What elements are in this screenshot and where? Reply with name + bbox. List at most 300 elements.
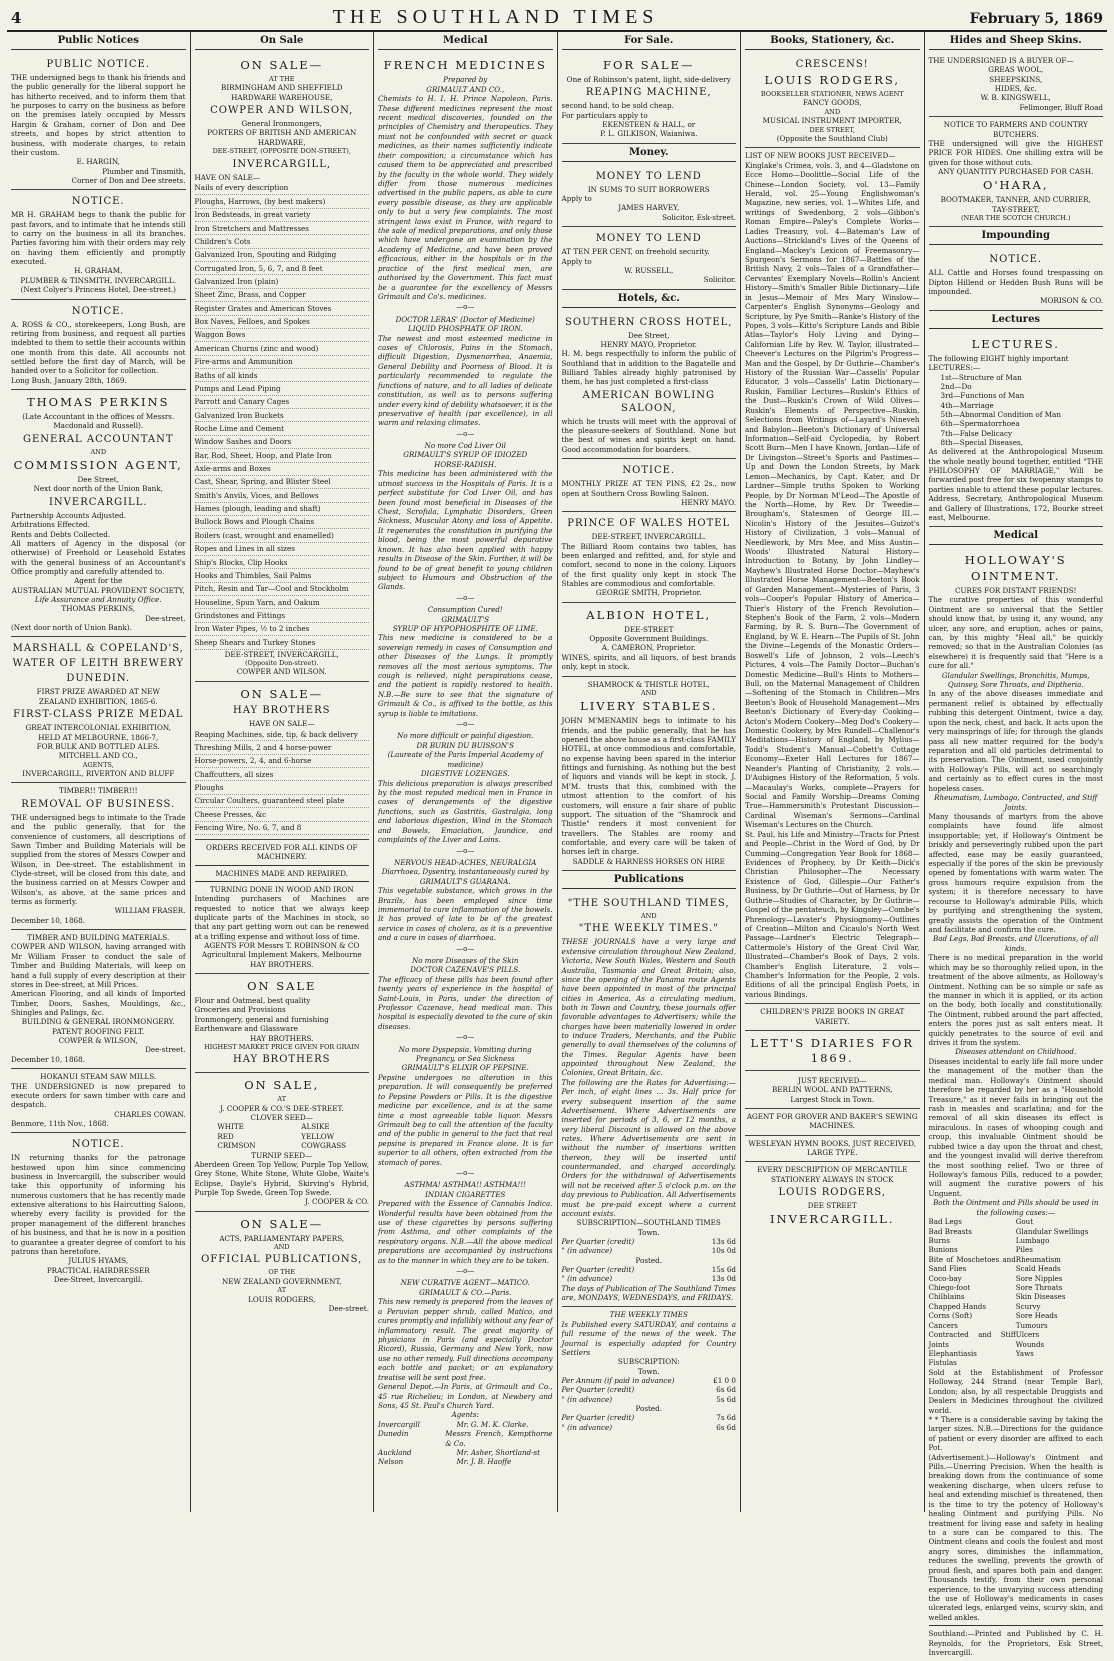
ad-line: REAPING MACHINE, bbox=[585, 87, 712, 99]
ad-line: Flour and Oatmeal, best quality bbox=[194, 996, 311, 1006]
ad-sewing: AGENT FOR GROVER AND BAKER'S SEWING MACHINES. bbox=[745, 1109, 920, 1136]
ad-line: TURNING DONE IN WOOD AND IRON bbox=[209, 884, 354, 894]
ad-line: SHEEPSKINS, bbox=[989, 74, 1043, 84]
price-row bbox=[562, 1274, 737, 1283]
ad-line: COMMISSION AGENT, bbox=[13, 458, 183, 473]
ad-title: THOMAS PERKINS bbox=[26, 395, 170, 410]
ad-perkins bbox=[11, 390, 186, 637]
list-item: Galvanized Iron Buckets bbox=[195, 409, 370, 422]
printer-imprint: Southland:—Printed and Published by C. H. Reynolds, for the Proprietors, Esk Street, Invercargill. bbox=[928, 1629, 1103, 1658]
ad-name: HAY BROTHERS bbox=[233, 1054, 331, 1066]
ad-body: THE undersigned begs to intimate to the Trade and the public generally, that for the convenience of customers, all descriptions of Sawn Timber and Building Materials will be supplied from the stores of Messrs Cowper and Wilson, in Dee-street. The establishment in Clyde-street, will be closed from this date, and the business carried on at Messrs Cowper and Wilson's, as above, at the same prices and terms as formerly. bbox=[11, 812, 186, 907]
clover-left bbox=[217, 1122, 255, 1150]
ad-reaping-machine bbox=[562, 53, 737, 144]
ad-line: No more Diseases of the Skin bbox=[412, 955, 519, 965]
price-value: 7s 6d bbox=[716, 1413, 736, 1423]
clover-item: CRIMSON bbox=[217, 1141, 256, 1151]
ad-title: NOTICE. bbox=[622, 465, 676, 477]
ad-hargin bbox=[11, 53, 186, 190]
ad-line: Solicitor. bbox=[703, 275, 736, 285]
ailment-item: Chapped Hands bbox=[928, 1301, 986, 1311]
ad-name: HAY BROTHERS. bbox=[250, 1033, 314, 1043]
lecture-item: 3rd—Functions of Man bbox=[940, 391, 1025, 401]
agent-town: Dunedin bbox=[378, 1429, 409, 1439]
ad-ross bbox=[11, 300, 186, 391]
ad-subtitle: GRIMAULT'S ELIXIR OF PEPSINE. bbox=[401, 1063, 529, 1073]
price-table bbox=[562, 1265, 737, 1284]
ad-name: HENRY MAYO. bbox=[681, 497, 736, 507]
ad-line: Partnership Accounts Adjusted. bbox=[11, 510, 126, 520]
list-item: Box Naves, Felloes, and Spokes bbox=[195, 316, 370, 329]
clover-item: YELLOW bbox=[301, 1131, 335, 1141]
ad-line: BUILDING & GENERAL IRONMONGERY. bbox=[21, 1017, 175, 1027]
ad-morison bbox=[929, 248, 1104, 310]
ad-subtitle: LIQUID PHOSPHATE OF IRON. bbox=[407, 324, 523, 334]
agents-list bbox=[378, 1420, 553, 1467]
ad-line: (Opposite Don-street). bbox=[244, 658, 319, 667]
ad-line: One of Robinson's patent, light, side-delivery bbox=[566, 74, 731, 84]
ad-hymns: WESLEYAN HYMN BOOKS, JUST RECEIVED, LARGE TYPE. bbox=[745, 1136, 920, 1163]
ad-line: OF THE bbox=[268, 1268, 296, 1277]
agent-name: Messrs French, Kempthorne & Co. bbox=[445, 1429, 553, 1448]
ad-line: General Ironmongers, bbox=[241, 119, 322, 129]
list-item: Ship's Blocks, Clip Hooks bbox=[195, 556, 370, 569]
price-label: Per Quarter (credit) bbox=[561, 1236, 635, 1246]
ad-line: Next door north of the Union Bank, bbox=[33, 484, 163, 494]
ad-line: AGENTS FOR Messrs T. ROBINSON & CO bbox=[204, 941, 360, 951]
ad-line: ACTS, PARLIAMENTARY PAPERS, bbox=[219, 1233, 345, 1243]
ad-fraser bbox=[11, 783, 186, 930]
ad-graham bbox=[11, 190, 186, 299]
ad-body: H. M. begs respectfully to inform the public of Southland that in addition to the Bagatelle and Billiard Tables already highly patronised by them, he has just completed a first-class bbox=[561, 349, 736, 387]
column-books bbox=[741, 32, 925, 1512]
lecture-item: 8th—Special Diseases, bbox=[940, 438, 1023, 448]
ad-title: LIST OF NEW BOOKS JUST RECEIVED— bbox=[745, 151, 896, 161]
ad-body: Aberdeen Green Top Yellow, Purple Top Yellow, Grey Stone, White Stone, White Globe, Waite's Eclipse, Dayle's Hybrid, Skirving's Hybrid, Purple Top Swede, Green Top Swede. bbox=[194, 1159, 369, 1197]
ad-line: NEW ZEALAND GOVERNMENT, bbox=[221, 1276, 342, 1286]
price-label: Per Quarter (credit) bbox=[561, 1265, 635, 1275]
ad-line: Apply to bbox=[561, 194, 592, 204]
ad-name: GEORGE SMITH, Proprietor. bbox=[595, 588, 702, 598]
ailment-item: Wounds bbox=[1015, 1339, 1045, 1349]
ad-title: NOTICE. bbox=[989, 254, 1043, 266]
page-number: 4 bbox=[11, 9, 22, 27]
ad-line: REMOVAL OF BUSINESS. bbox=[21, 798, 176, 810]
ad-line: HARDWARE, bbox=[257, 137, 306, 147]
ad-line: Prepared by bbox=[443, 75, 488, 85]
ad-name: O'HARA, bbox=[982, 178, 1049, 193]
ad-hokanui bbox=[11, 1069, 186, 1133]
ad-line: DEE-STREET, (OPPOSITE DON-STREET), bbox=[212, 147, 351, 156]
ad-line: AND bbox=[90, 447, 107, 456]
ailment-item: Chilblains bbox=[928, 1292, 965, 1302]
ad-date: December 10, 1868. bbox=[11, 915, 85, 925]
price-row bbox=[562, 1237, 737, 1246]
column-header: Books, Stationery, &c. bbox=[745, 32, 920, 50]
ad-line: Dee-Street, Invercargill. bbox=[53, 1274, 143, 1284]
ad-body: There is no medical preparation in the world which may be so thoroughly relied upon, in the treatment of the above ailments, as Holloway's Ointment. Nothing can be so simple or safe as the manner in which it is applied, or its action on the body, both locally and constitutionally. The Ointment, rubbed around the part affected, enters the pores just as salt enters meat. It quickly penetrates to the source of evil and drives it from the system. bbox=[928, 953, 1103, 1048]
price-value: 15s 6d bbox=[711, 1265, 736, 1275]
ad-title: FOR SALE— bbox=[603, 58, 695, 72]
ad-line: HARDWARE WAREHOUSE, bbox=[231, 92, 333, 102]
list-item: Pumps and Lead Piping bbox=[195, 382, 370, 395]
ailment-item: Fistulas bbox=[928, 1358, 957, 1368]
ad-grimault bbox=[378, 53, 553, 1471]
list-item: Baths of all kinds bbox=[195, 369, 370, 382]
ad-subtitle: GRIMAULT'S bbox=[441, 614, 490, 624]
ad-line: EKENSTEEN & HALL, or bbox=[602, 120, 696, 130]
price-row bbox=[562, 1385, 737, 1394]
price-row bbox=[562, 1413, 737, 1422]
ad-line: Town. bbox=[637, 1366, 660, 1376]
ad-body: MONTHLY PRIZE AT TEN PINS, £2 2s., now open at Southern Cross Bowling Saloon. bbox=[561, 479, 736, 498]
clover-right bbox=[301, 1122, 346, 1150]
ad-title: "THE SOUTHLAND TIMES, bbox=[567, 898, 730, 910]
ad-line: FIRST-CLASS PRIZE MEDAL bbox=[13, 709, 184, 721]
ad-line: No more Dyspepsia, Vomiting during Pregnancy, or Sea Sickness bbox=[398, 1044, 532, 1064]
ad-title: NOTICE TO FARMERS AND COUNTRY BUTCHERS. bbox=[943, 120, 1088, 139]
ad-line: DUNEDIN. bbox=[66, 673, 131, 685]
ad-body: JOHN M'MENAMIN begs to intimate to his friends, and the public generally, that he has opened the above house as a first-class FAMILY HOTEL, at once commodious and comfortable, no expense having been spared in the interior fittings and furnishing. As nothing but the best of liquors and viands will be kept in stock, J. M'M. trusts that this, combined with the utmost attention to the comfort of his customers, will ensure a fair share of public support. The situation of the "Shamrock and Thistle" renders it most convenient for travellers. The Stables are roomy and comfortable, and every care will be taken of horses left in charge. bbox=[561, 716, 736, 857]
ad-rodgers-acts bbox=[195, 1212, 370, 1318]
ad-body: As delivered at the Anthropological Museum the whole neatly bound together, entitled "THE PHILOSOPHY OF MARRIAGE," Will be forwarded post free for six twopenny stamps to parties unable to attend these popular lectures. Address, Secretary, Anthropological Museum and Gallery of Illustrations, 172, Bourke street east, Melbourne. bbox=[928, 447, 1103, 522]
ad-line: AT TEN PER CENT, on freehold security. bbox=[561, 247, 710, 257]
ad-line: (Laureate of the Paris Imperial Academy of medicine) bbox=[387, 750, 543, 769]
ad-name: HAY BROTHERS. bbox=[250, 959, 314, 969]
ad-title: ON SALE, bbox=[244, 1078, 320, 1093]
agent-row bbox=[378, 1448, 553, 1457]
ad-line: COWPER AND WILSON, bbox=[210, 105, 354, 117]
ad-line: No more difficult or painful digestion. bbox=[397, 731, 534, 741]
agent-row bbox=[378, 1429, 553, 1448]
ad-line: Earthenware and Glassware bbox=[194, 1024, 298, 1034]
price-value: 5s 6d bbox=[716, 1394, 736, 1404]
ad-line: Agent for the bbox=[74, 576, 123, 586]
section-header: Lectures bbox=[929, 311, 1104, 329]
section-header: Money. bbox=[562, 144, 737, 162]
ad-line: DEE-STREET, INVERCARGILL, bbox=[224, 649, 339, 659]
ad-line: (Next Colyer's Princess Hotel, Dee-street.) bbox=[20, 285, 176, 295]
ad-title: TIMBER!! TIMBER!!! bbox=[58, 786, 138, 796]
section-header: Medical bbox=[929, 527, 1104, 545]
ad-subtitle: CURES FOR DISTANT FRIENDS! bbox=[955, 585, 1077, 595]
separator: —o— bbox=[456, 720, 475, 729]
list-item: Ropes and Lines in all sizes bbox=[195, 543, 370, 556]
list-item: Corrugated Iron, 5, 6, 7, and 8 feet bbox=[195, 262, 370, 275]
ad-line: No more Cod Liver Oil bbox=[424, 441, 506, 451]
ad-line: HELD AT MELBOURNE, 1866-7, bbox=[38, 732, 159, 742]
ad-line: SADDLE & HARNESS HORSES ON HIRE bbox=[572, 856, 725, 866]
ad-line: MITCHELL AND CO., bbox=[58, 751, 138, 761]
ad-line: P. L. GILKISON, Waianiwa. bbox=[600, 129, 698, 139]
lecture-item: 2nd—Do bbox=[940, 381, 972, 391]
ad-line: INVERCARGILL. bbox=[48, 496, 148, 508]
ad-body: Pepsine undergoes no alteration in this preparation. It will consequently be preferred to Pepsine Powders or Pills. It is the digestive medicine par excellence, and is at the same time a most agreeable table liquor. Messrs Grimault beg to call the attention of the faculty and of the public in general to the fact that real pepsine is prepared in France alone. It is far superior to all others, often extracted from the stomach of pores. bbox=[378, 1072, 553, 1167]
ad-name: COWPER AND WILSON. bbox=[236, 667, 327, 677]
ad-title: NOTICE. bbox=[71, 305, 125, 317]
ailment-list-right bbox=[1016, 1217, 1103, 1368]
price-row bbox=[562, 1265, 737, 1274]
ad-line: Life Assurance and Annuity Office. bbox=[34, 595, 162, 605]
clover-table bbox=[195, 1122, 370, 1150]
ad-body: This new medicine is considered to be a sovereign remedy in cases of Consumption and other Diseases of the Lungs. It promptly removes all the most serious symptoms. The cough is relieved, night perspirations cease, and the patient is rapidly restored to health. N.B.—Be sure to see that the signature of Grimault & Co., is affixed to the bottle, as this syrup is liable to imitations. bbox=[378, 633, 553, 718]
ad-body: Intending purchasers of Machines are requested to notice that we always keep duplicate parts of the Machines in stock, so that any part getting worn out can be renewed at a trifling expense and without loss of time. bbox=[194, 894, 369, 941]
ad-line: HIDES, &c. bbox=[994, 84, 1037, 94]
agent-town: Nelson bbox=[378, 1457, 404, 1467]
ad-line: HENRY MAYO, Proprietor. bbox=[600, 339, 697, 349]
list-item: Galvanized Iron, Spouting and Ridging bbox=[195, 249, 370, 262]
list-item: Pitch, Resin and Tar—Cool and Stockholm bbox=[195, 583, 370, 596]
ad-line: PRACTICAL HAIRDRESSER bbox=[46, 1265, 150, 1275]
list-item: Ploughs, Harrows, (by best makers) bbox=[195, 195, 370, 208]
ad-line: WATER OF LEITH BREWERY bbox=[12, 658, 184, 670]
ad-line: HAVE ON SALE— bbox=[194, 172, 261, 182]
ad-body: A. ROSS & CO., storekeepers, Long Bush, are retiring from business, and request all parties indebted to them to settle their accounts within one month from this date. All accounts not settled before the first day of March, will be handed over to a Solicitor for collection. bbox=[11, 319, 186, 376]
ad-title: TIMBER AND BUILDING MATERIALS. bbox=[27, 933, 170, 943]
ad-name: JULIUS HYAMS, bbox=[68, 1256, 129, 1266]
ad-line: Rents and Debts Collected. bbox=[11, 529, 111, 539]
ad-line: Corner of Don and Dee streets. bbox=[71, 175, 186, 185]
ad-line: BERLIN WOOL AND PATTERNS, bbox=[772, 1085, 893, 1095]
list-item: Fencing Wire, No. 6, 7, and 8 bbox=[195, 822, 370, 835]
ad-line: second hand, to be sold cheap. bbox=[561, 101, 674, 111]
ad-line: Town. bbox=[637, 1227, 660, 1237]
ad-body: IN returning thanks for the patronage bestowed upon him since commencing business in Invercargill, the subscriber would take this opportunity of informing his numerous customers that he has recently made extensive alterations to his Haircutting Saloon, whereby every facility is provided for the proper management of the different branches of his business, and that he is now in a position to guarantee a greater degree of comfort to his patrons than heretofore. bbox=[11, 1153, 186, 1256]
list-item: Bar, Rod, Sheet, Hoop, and Plate Iron bbox=[195, 449, 370, 462]
ad-subtitle: Diseases attendant on Childhood. bbox=[955, 1047, 1077, 1057]
separator: —o— bbox=[456, 593, 475, 602]
ad-body: This vegetable substance, which grows in the Brazils, has been employed since time immemorial to cure inflammation of the bowels. It has proved of late to be of the greatest service in cases of cholera, as it is a preventive and a cure in cases of diarrhoea. bbox=[378, 886, 553, 943]
ad-line: DEE-STREET bbox=[624, 624, 674, 634]
ad-name: MORISON & CO. bbox=[1040, 296, 1103, 306]
ad-subtitle: DIGESTIVE LOZENGES. bbox=[420, 769, 510, 779]
ad-body: THE undersigned will give the HIGHEST PRICE FOR HIDES. One shilling extra will be given for those without cuts. bbox=[928, 138, 1103, 167]
ad-subtitle: Bad Legs, Bad Breasts, and Ulcerations, of all kinds. bbox=[933, 934, 1099, 953]
ad-line: AND bbox=[824, 107, 841, 116]
ad-line: BOOKSELLER STATIONER, NEWS AGENT bbox=[760, 89, 904, 98]
ad-line: BIRMINGHAM AND SHEFFIELD bbox=[221, 83, 343, 93]
ad-body: Sold at the Establishment of Professor Holloway, 244 Strand (near Temple Bar), London; also, by all respectable Druggists and Dealers in Medicines throughout the civilized world. bbox=[928, 1367, 1103, 1415]
clover-item: WHITE bbox=[217, 1122, 244, 1132]
ad-body: THESE JOURNALS have a very large and extensive circulation throughout New Zealand, Victoria, New South Wales, Western and South Australia, Tasmania and Great Britain; also, since the opening of the Panama route Agents have been appointed in most of the principal cities in America. As a circulating medium, both in Town and Country, these journals offer favorable advantages to Advertisers; while the charges have been materially lowered in order to induce Traders, Merchants, and the Public generally to avail themselves of the columns of the Times. Regular Agents have been appointed throughout New Zealand, the Colonies, Great Britain, &c. bbox=[561, 937, 736, 1078]
columns bbox=[7, 32, 1107, 1658]
ad-line: AND bbox=[640, 688, 657, 697]
ad-subtitle: SYRUP OF HYPOPHOSPHITE OF LIME. bbox=[392, 623, 538, 633]
ad-title: ON SALE— bbox=[240, 686, 324, 701]
list-item: Fire-arms and Ammunition bbox=[195, 356, 370, 369]
ad-name: LOUIS RODGERS, bbox=[248, 1294, 316, 1304]
ad-body: Prepared with the Essence of Cannabis Indica. Wonderful results have been obtained from the use of these cigarettes by persons suffering from Asthma, and other complaints of the respiratory organs. N.B.—All the above medical preparations are accompanied by instructions as to the manner in which they are to be taken. bbox=[378, 1199, 553, 1265]
ad-line: Posted. bbox=[635, 1404, 663, 1414]
price-label: Per Annum (if paid in advance) bbox=[561, 1375, 675, 1385]
ailment-item: Lumbago bbox=[1015, 1235, 1050, 1245]
column-on-sale bbox=[191, 32, 375, 1512]
ad-body: (Advertisement.)—Holloway's Ointment and Pills.—Unerring Precision. When the health is breaking down from the continuance of some weakening discharge, when ulcers refuse to heal and extending mischief is threatened, then is the time to try the potency of Holloway's healing Ointment and purifying Pills. No treatment for living ease and safety in healing to a sure can be compared to this. The Ointment cleans and cools the foulest and most angry sores, diminishes the inflammation, reduces the swelling, prevents the growth of proud flesh, and spares both pain and danger. Thousands testify, from their own personal experience, to the unvarying success attending the use of Holloway's medicaments in cases ulcerated legs, enlarged veins, scurvy skin, and welled ankles. bbox=[928, 1452, 1103, 1622]
ad-body: which he trusts will meet with the approval of the pleasure-seekers of Southland. None but the best of wines and spirits kept on hand. Good accommodation for boarders. bbox=[561, 416, 736, 454]
list-item: Hames (plough, leading and shaft) bbox=[195, 503, 370, 516]
ad-line: SUBSCRIPTION—SOUTHLAND TIMES bbox=[576, 1218, 721, 1228]
ad-line: (Opposite the Southland Club) bbox=[776, 133, 888, 143]
ad-line: Posted. bbox=[635, 1255, 663, 1265]
ad-name: A. CAMERON, Proprietor. bbox=[601, 643, 696, 653]
ad-line: Dee-street. bbox=[145, 613, 186, 623]
ad-line: "THE WEEKLY TIMES." bbox=[578, 923, 719, 935]
ad-name: JAMES HARVEY, bbox=[618, 203, 680, 213]
ad-line: OFFICIAL PUBLICATIONS, bbox=[201, 1254, 363, 1266]
list-item: Chaffcutters, all sizes bbox=[195, 768, 370, 781]
ad-body: The curative properties of this wonderful Ointment are so universal that the Settler should know that, by using it, any wound, any ulcer, any sore, and eruption, aches or pains, can, by this mighty "Heal all," be quickly removed; so that in the Australian Colonies (as elsewhere) it is frequently said that "Here is a cure for all." bbox=[928, 595, 1103, 671]
ad-body: THE UNDERSIGNED is now prepared to execute orders for sawn timber with care and despatch. bbox=[11, 1081, 186, 1110]
separator: —o— bbox=[456, 944, 475, 953]
ad-book-list bbox=[745, 148, 920, 1004]
price-label: " (in advance) bbox=[561, 1246, 613, 1256]
ad-title: SOUTHERN CROSS HOTEL, bbox=[565, 316, 733, 328]
lecture-item: 7th—False Delicacy bbox=[940, 428, 1013, 438]
ad-line: The following EIGHT highly important LECTURES:— bbox=[928, 353, 1069, 373]
ailment-item: Sore Throats bbox=[1015, 1283, 1063, 1293]
item-list bbox=[195, 182, 370, 650]
ad-subtitle: HORSE-RADISH. bbox=[434, 459, 497, 469]
list-item: Boilers (cast, wrought and enamelled) bbox=[195, 529, 370, 542]
ad-line: MUSICAL INSTRUMENT IMPORTER, bbox=[762, 116, 902, 126]
ad-body: American Flooring, and all kinds of Imported Timber, Doors, Sashes, Mouldings, &c., Shingles and Palings, &c. bbox=[11, 989, 186, 1017]
ad-hay-brothers bbox=[195, 682, 370, 840]
ad-line: IN SUMS TO SUIT BORROWERS bbox=[587, 184, 710, 194]
agent-row bbox=[378, 1457, 553, 1466]
ad-subtitle: DOCTOR CAZENAVE'S PILLS. bbox=[410, 965, 521, 975]
list-item: Reaping Machines, side, tip, & back delivery bbox=[195, 728, 370, 741]
ad-title: PRINCE OF WALES HOTEL bbox=[567, 518, 731, 530]
ad-name: W. B. KINGSWELL, bbox=[980, 93, 1051, 103]
ad-line: TAY-STREET, bbox=[992, 204, 1040, 214]
ad-line: (Next door north of Union Bank). bbox=[11, 623, 132, 633]
ailment-item: Gout bbox=[1015, 1217, 1034, 1227]
ad-line: AMERICAN BOWLING SALOON, bbox=[582, 389, 715, 414]
ad-line: DEE-STREET, INVERCARGILL. bbox=[591, 532, 706, 542]
ad-name: J. COOPER & CO. bbox=[305, 1197, 369, 1207]
ad-subtitle: GRIMAULT'S GUARANA. bbox=[419, 876, 511, 886]
ailment-item: Contracted and Stiff Joints bbox=[928, 1330, 1016, 1349]
ad-berlin-wool bbox=[745, 1073, 920, 1109]
price-table bbox=[562, 1413, 737, 1432]
ad-body: St. Paul, his Life and Ministry—Tracts for Priest and People—Christ in the Word of God, by Dr Cumming—Congregation Year Book for 1868—Evidences of Prophecy, by Dr Keith—Dick's Christian Philosopher—The Necessary Existence of God, Gillespie—Our Father's Business, by Dr Guthrie—Out of Harness, by Dr Guthrie—Studies of Character, by Dr Guthrie—Gospel of the pentateuch, by Kingsley—Combe's Phrenology—Lavater's Physiognomy—Outlines of Creation—Milton and Cicaulo's North West Passage—Lardner's Electric Telegraph—Cattermole's History of the Great Civil War, Illustrated—Chamber's Book of Days, 2 vols. Chamber's English Literature, 2 vols—Chamber's Information for the People, 2 vols. Editions of all the principal English Poets, in various Bindings. bbox=[745, 829, 920, 999]
ad-prince-of-wales bbox=[562, 512, 737, 603]
ailment-item: Coco-bay bbox=[928, 1273, 962, 1283]
ad-line: INVERCARGILL, bbox=[232, 158, 332, 170]
ad-line: Dee-street. bbox=[328, 1304, 369, 1314]
price-row bbox=[562, 1246, 737, 1255]
ailment-item: Yaws bbox=[1015, 1348, 1034, 1358]
ad-title: ON SALE— bbox=[240, 1216, 324, 1231]
ad-line: MACHINES MADE AND REPAIRED. bbox=[215, 868, 349, 878]
ad-name: CHARLES COWAN. bbox=[114, 1109, 186, 1119]
ad-cooper-seeds bbox=[195, 1073, 370, 1211]
separator: —o— bbox=[456, 846, 475, 855]
ad-southern-cross bbox=[562, 311, 737, 460]
list-item: Iron Water Pipes, ½ to 2 inches bbox=[195, 623, 370, 636]
newspaper-page bbox=[7, 6, 1107, 1658]
ad-line: AGENTS, bbox=[82, 760, 114, 769]
ad-albion bbox=[562, 603, 737, 677]
ad-title: MARSHALL & COPELAND'S, bbox=[12, 643, 184, 655]
ad-southland-times bbox=[562, 892, 737, 1307]
lecture-list bbox=[929, 373, 1104, 448]
ad-line: Largest Stock in Town. bbox=[790, 1094, 875, 1104]
ad-name: LOUIS RODGERS, bbox=[764, 73, 900, 87]
price-value: £1 0 0 bbox=[713, 1375, 736, 1385]
lecture-item: 4th—Marriage bbox=[940, 400, 994, 410]
column-header: On Sale bbox=[195, 32, 370, 50]
ad-line: AT THE bbox=[269, 74, 295, 83]
ad-date: Benmore, 11th Nov., 1868. bbox=[11, 1118, 109, 1128]
ad-line: EVERY DESCRIPTION OF MERCANTILE STATIONERY ALWAYS IN STOCK bbox=[757, 1165, 908, 1184]
ad-line: BOOTMAKER, TANNER, AND CURRIER, bbox=[940, 195, 1091, 205]
agent-name: Mr. J. B. Haoffe bbox=[456, 1457, 512, 1467]
column-header: Medical bbox=[378, 32, 553, 50]
ad-line: (Late Accountant in the offices of Messrs. Macdonald and Russell). bbox=[22, 412, 175, 431]
column-header: Public Notices bbox=[11, 32, 186, 50]
ailment-item: Scurvy bbox=[1015, 1301, 1041, 1311]
column-public-notices bbox=[7, 32, 191, 1512]
price-value: 13s 0d bbox=[711, 1274, 736, 1284]
separator: —o— bbox=[456, 429, 475, 438]
list-item: Circular Coulters, guaranteed steel plate bbox=[195, 795, 370, 808]
ad-ohara bbox=[929, 117, 1104, 227]
list-item: American Churns (zinc and wood) bbox=[195, 342, 370, 355]
ailment-table bbox=[929, 1217, 1104, 1368]
column-header: Hides and Sheep Skins. bbox=[929, 32, 1104, 50]
list-item: Roche Lime and Cement bbox=[195, 422, 370, 435]
ad-prize-books: CHILDREN'S PRIZE BOOKS IN GREAT VARIETY. bbox=[745, 1004, 920, 1031]
ad-diaries: LETT'S DIARIES FOR 1869. bbox=[745, 1033, 920, 1071]
newspaper-title: THE SOUTHLAND TIMES bbox=[332, 6, 659, 28]
price-label: Per Quarter (credit) bbox=[561, 1413, 635, 1423]
price-value: 10s 0d bbox=[711, 1246, 736, 1256]
ad-line: Dee Street, bbox=[77, 475, 119, 485]
ad-line: Diarrhoea, Dysentry, instantaneously cured by bbox=[381, 867, 549, 877]
ad-line: J. COOPER & CO.'S DEE-STREET. bbox=[219, 1103, 344, 1113]
separator: —o— bbox=[456, 303, 475, 312]
ad-line: All matters of Agency in the disposal (or otherwise) of Freehold or Leasehold Estates with the general business of an Accountant's Office promptly and carefully attended to. bbox=[11, 538, 186, 576]
price-row bbox=[562, 1376, 737, 1385]
ad-body: The Billiard Room contains two tables, has been enlarged and refitted, and, for style and comfort, second to none in the colony. Liquors of the first quality only kept in stock The Stables are commodious and comfortable. bbox=[561, 541, 736, 589]
section-header: Publications bbox=[562, 871, 737, 889]
ad-body: The newest and most esteemed medicine in cases of Chlorosis, Pains in the Stomach, difficult Digestion, Dysmenorrhea, Anaemia, General Debility and Poorness of Blood. It is particularly recommended to regulate the functions of nature, and to all ladies of delicate constitution, as well as to persons suffering under every kind of debility whatsoever, it is the preservative of health (par excellence), in all warm and relaxing climates. bbox=[378, 333, 553, 428]
lecture-item: 1st—Structure of Man bbox=[940, 372, 1022, 382]
ad-title: ON SALE— bbox=[240, 58, 324, 72]
ad-line: SUBSCRIPTION: bbox=[617, 1357, 680, 1367]
ad-line: HIGHEST MARKET PRICE GIVEN FOR GRAIN bbox=[204, 1042, 360, 1051]
ad-ten-pins bbox=[562, 459, 737, 512]
list-item: Waggon Bows bbox=[195, 329, 370, 342]
ailment-item: Bite of Moschetoes and Sand Flies bbox=[928, 1254, 1016, 1274]
ad-line: ZEALAND EXHIBITION, 1865-6. bbox=[38, 696, 158, 706]
price-row bbox=[562, 1395, 737, 1404]
ad-name: E. HARGIN, bbox=[76, 157, 120, 167]
ad-line: AND bbox=[640, 912, 657, 921]
ad-line: Agents: bbox=[451, 1410, 479, 1420]
ad-date: December 10, 1868. bbox=[11, 1054, 85, 1064]
ad-line: DEE STREET, bbox=[809, 125, 855, 134]
ad-line: Dee Street, bbox=[628, 330, 670, 340]
ailment-item: Bunions bbox=[928, 1245, 958, 1255]
ad-shamrock bbox=[562, 677, 737, 871]
ad-line: PORTERS OF BRITISH AND AMERICAN bbox=[207, 128, 357, 138]
ad-title: THE UNDERSIGNED IS A BUYER OF— bbox=[928, 56, 1074, 65]
ad-line: (NEAR THE SCOTCH CHURCH.) bbox=[961, 213, 1071, 222]
ad-line: Ironmongery, general and furnishing bbox=[194, 1014, 329, 1024]
masthead bbox=[7, 6, 1107, 32]
